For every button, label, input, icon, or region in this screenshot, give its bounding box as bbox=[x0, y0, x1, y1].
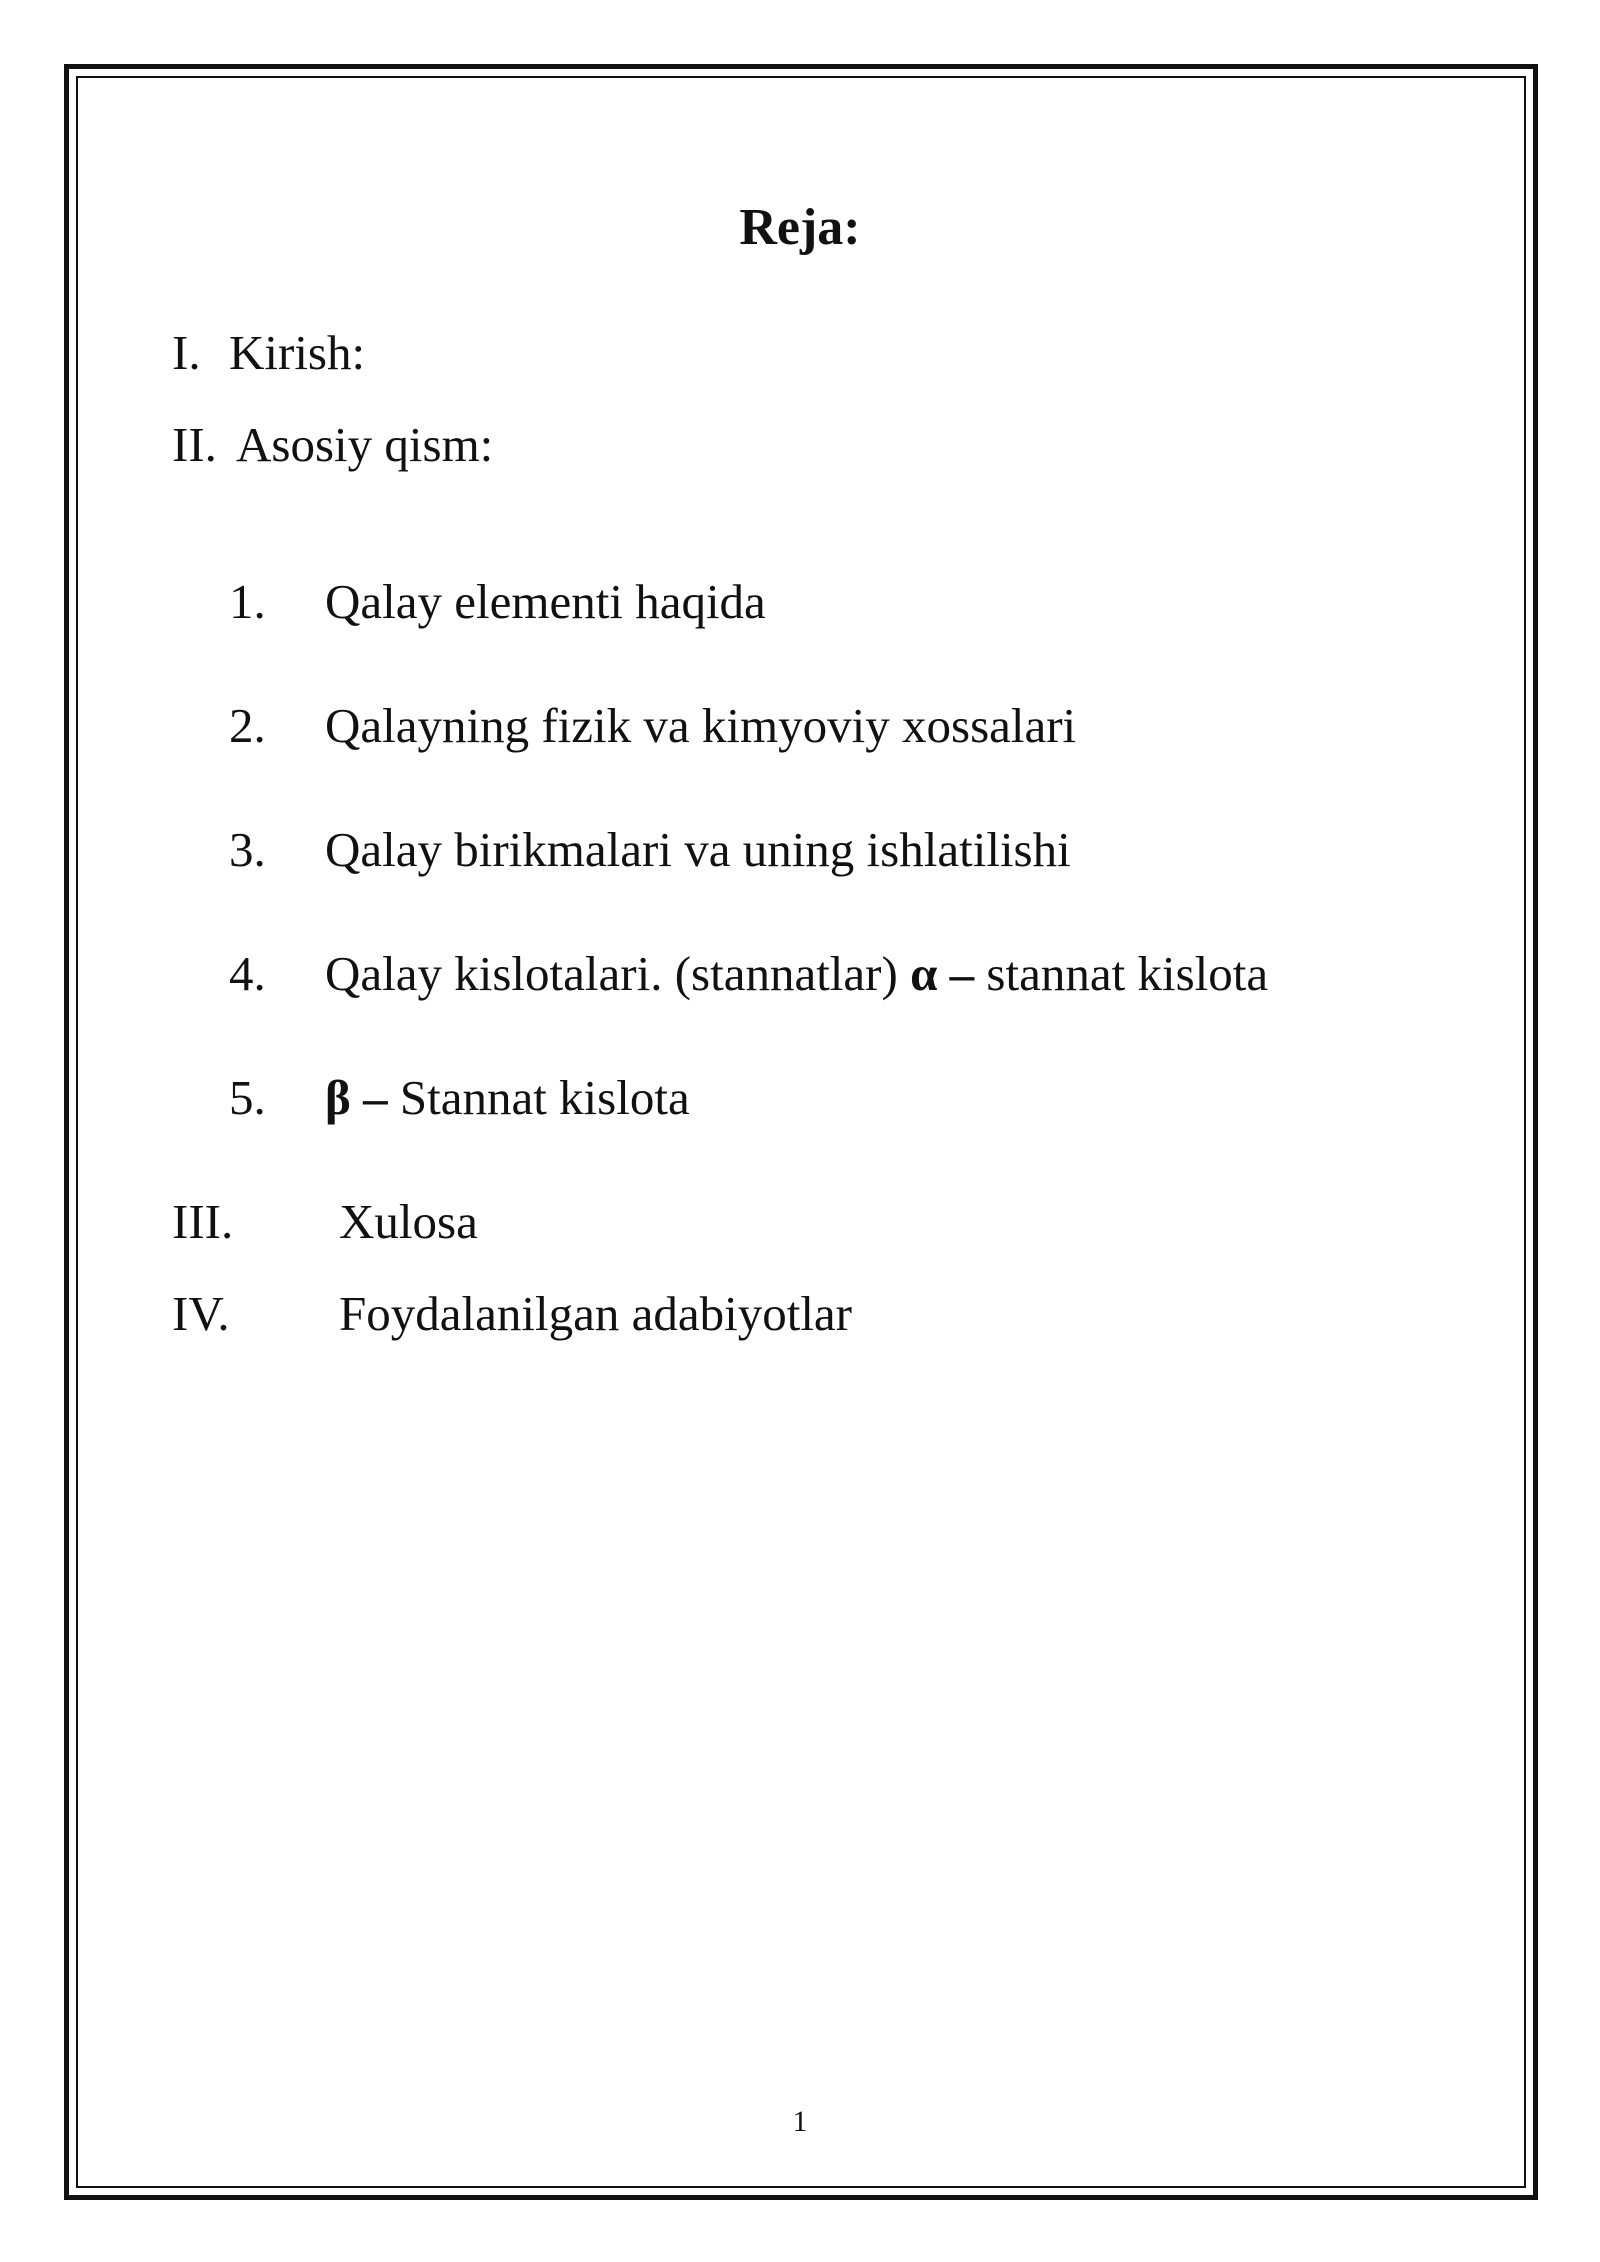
document-title: Reja: bbox=[739, 199, 861, 256]
section-numeral-3: III. bbox=[172, 1194, 234, 1249]
subsection-number-1: 1. bbox=[229, 574, 266, 629]
page-number: 1 bbox=[792, 2105, 808, 2138]
subsection-text-5-after: Stannat kislota bbox=[387, 1070, 690, 1125]
subsection-text-1: Qalay elementi haqida bbox=[325, 574, 766, 629]
subsection-text-2: Qalayning fizik va kimyoviy xossalari bbox=[325, 698, 1077, 753]
beta-symbol: β – bbox=[325, 1070, 388, 1125]
section-numeral-1: I. bbox=[172, 325, 201, 380]
section-numeral-2: II. bbox=[172, 417, 217, 472]
subsection-text-4-after: stannat kislota bbox=[974, 946, 1269, 1001]
section-numeral-4: IV. bbox=[172, 1286, 230, 1341]
section-label-1: Kirish: bbox=[229, 325, 366, 380]
section-label-4: Foydalanilgan adabiyotlar bbox=[339, 1286, 852, 1341]
subsection-text-4-before: Qalay kislotalari. (stannatlar) bbox=[325, 946, 911, 1001]
alpha-symbol: α – bbox=[910, 946, 975, 1001]
subsection-text-4 bbox=[325, 946, 1269, 1001]
subsection-number-3: 3. bbox=[229, 822, 266, 877]
subsection-text-5 bbox=[325, 1070, 690, 1125]
section-label-3: Xulosa bbox=[339, 1194, 478, 1249]
subsection-number-4: 4. bbox=[229, 946, 266, 1001]
section-label-2: Asosiy qism: bbox=[236, 417, 494, 472]
subsection-number-5: 5. bbox=[229, 1070, 266, 1125]
subsection-text-3: Qalay birikmalari va uning ishlatilishi bbox=[325, 822, 1071, 877]
subsection-number-2: 2. bbox=[229, 698, 266, 753]
page-border-inner bbox=[76, 76, 1526, 2188]
